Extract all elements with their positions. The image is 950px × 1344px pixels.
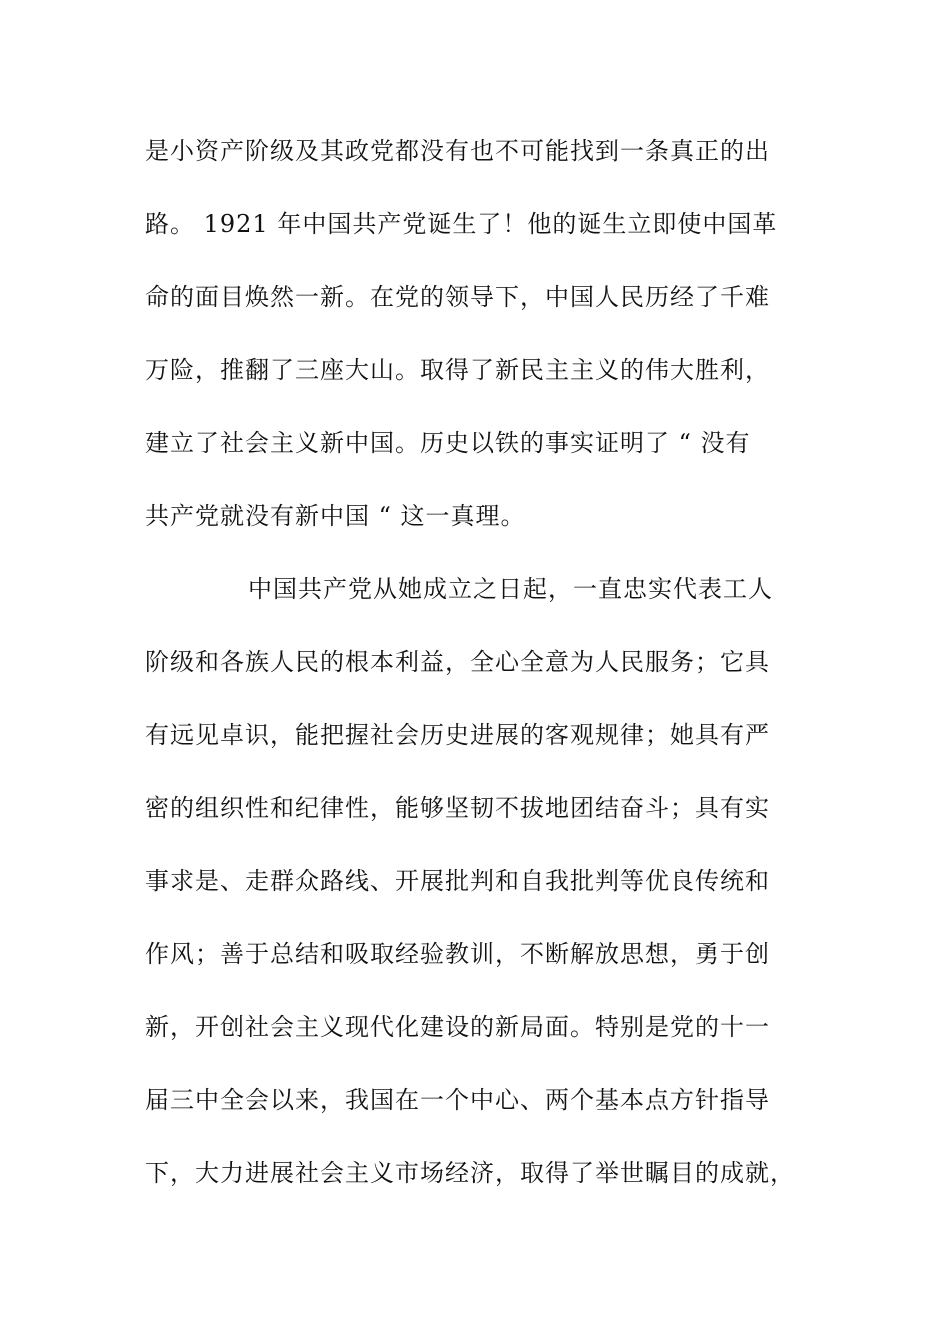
text-line: 新，开创社会主义现代化建设的新局面。特别是党的十一: [145, 1013, 770, 1041]
text-line: 有远见卓识，能把握社会历史进展的客观规律；她具有严: [145, 721, 770, 749]
text-line: 路。 1921 年中国共产党诞生了！他的诞生立即使中国革: [145, 210, 778, 238]
text-line: 共产党就没有新中国 “ 这一真理。: [145, 502, 526, 530]
text-line: 届三中全会以来，我国在一个中心、两个基本点方针指导: [145, 1086, 770, 1114]
text-line: 命的面目焕然一新。在党的领导下，中国人民历经了千难: [145, 283, 770, 311]
paragraph-first-line: 中国共产党从她成立之日起，一直忠实代表工人: [248, 575, 773, 603]
text-line: 建立了社会主义新中国。历史以铁的事实证明了 “ 没有: [145, 429, 751, 457]
text-line: 事求是、走群众路线、开展批判和自我批判等优良传统和: [145, 867, 770, 895]
text-line: 万险，推翻了三座大山。取得了新民主主义的伟大胜利，: [145, 356, 770, 384]
text-line: 密的组织性和纪律性，能够坚韧不拔地团结奋斗；具有实: [145, 794, 770, 822]
text-line: 作风；善于总结和吸取经验教训，不断解放思想，勇于创: [145, 940, 770, 968]
text-line: 是小资产阶级及其政党都没有也不可能找到一条真正的出: [145, 137, 770, 165]
text-line: 阶级和各族人民的根本利益，全心全意为人民服务；它具: [145, 648, 770, 676]
text-line: 下，大力进展社会主义市场经济，取得了举世瞩目的成就，: [145, 1159, 795, 1187]
body-text: [145, 128, 805, 1223]
